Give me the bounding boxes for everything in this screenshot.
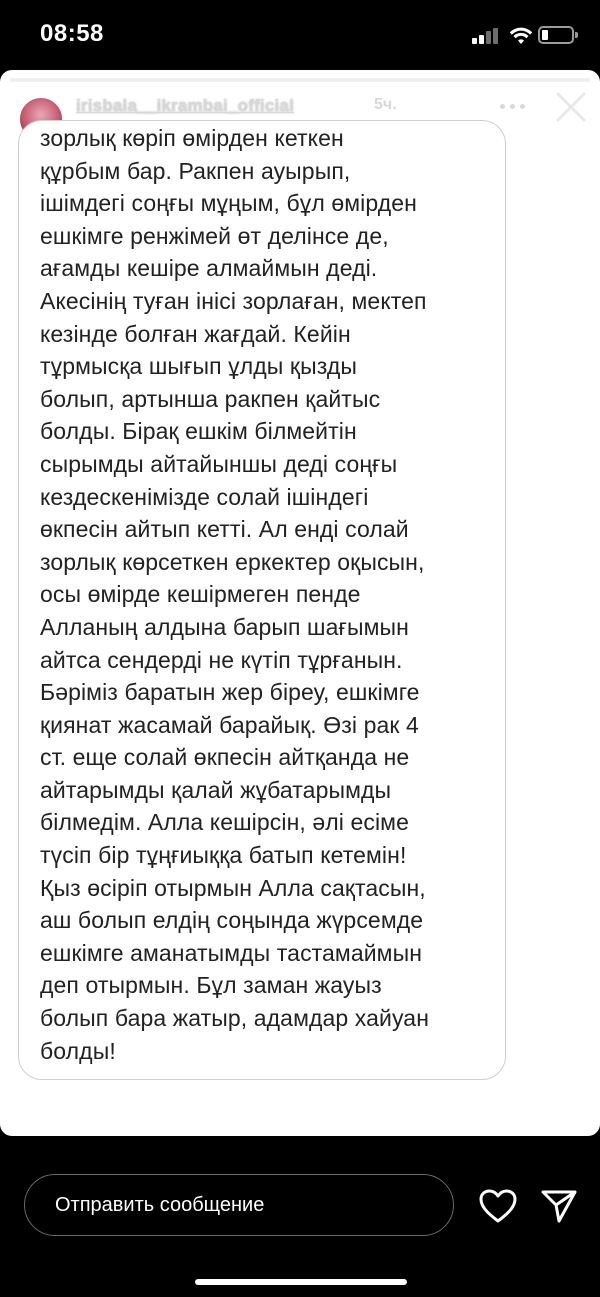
battery-level bbox=[542, 30, 548, 40]
battery-icon bbox=[538, 26, 574, 44]
story-username[interactable]: irisbala__ikrambai_official bbox=[76, 96, 295, 115]
story-time: 5ч. bbox=[374, 96, 397, 113]
story-progress bbox=[10, 78, 590, 82]
wifi-icon bbox=[509, 26, 533, 46]
story-view[interactable] bbox=[0, 70, 600, 1136]
story-progress-fill bbox=[10, 78, 590, 82]
message-text: зорлық көріп өмірден кеткен құрбым бар. Ракпен ауырып, ішімдегі соңғы мұңым, бұл өмірден ешкімге ренжімей өт делінсе де, ағамды кешіре алмаймын деді. Акесінің туған інісі зорлаған, мектеп кезінде болған жағдай. Кейін тұрмысқа шығып ұлды қызды болып, артынша ракпен қайтыс болды. Бірақ ешкім білмейтін сырымды айтайыншы деді соңғы кездескенімізде солай ішіндегі өкпесін айтып кетті. Ал енді солай зорлық көрсеткен еркектер оқысын, осы өмірде кешірмеген пенде Алланың алдына барып шағымын айтса сендерді не күтіп тұрғанын. Бәріміз баратын жер біреу, ешкімге қиянат жасамай барайық. Өзі рак 4 ст. еще солай өкпесін айтқанда не айтарымды қалай жұбатарымды білмедім. Алла кешірсін, әлі есіме түсіп бір тұңғиыққа батып кетемін! Қыз өсіріп отырмын Алла сақтасын, аш болып елдің соңында жүрсемде ешкімге аманатымды тастамаймын деп отырмын. Бұл заман жауыз болып бара жатыр, адамдар хайуан болды! bbox=[40, 125, 429, 1064]
signal-icon bbox=[472, 28, 502, 44]
close-icon[interactable] bbox=[554, 90, 588, 124]
home-indicator[interactable] bbox=[195, 1279, 407, 1285]
send-icon[interactable] bbox=[540, 1188, 578, 1224]
status-time: 08:58 bbox=[40, 20, 104, 47]
reply-bar bbox=[0, 1136, 600, 1297]
message-input[interactable] bbox=[24, 1174, 454, 1236]
more-icon[interactable] bbox=[500, 96, 528, 116]
heart-icon[interactable] bbox=[478, 1188, 518, 1224]
status-bar bbox=[0, 0, 600, 70]
